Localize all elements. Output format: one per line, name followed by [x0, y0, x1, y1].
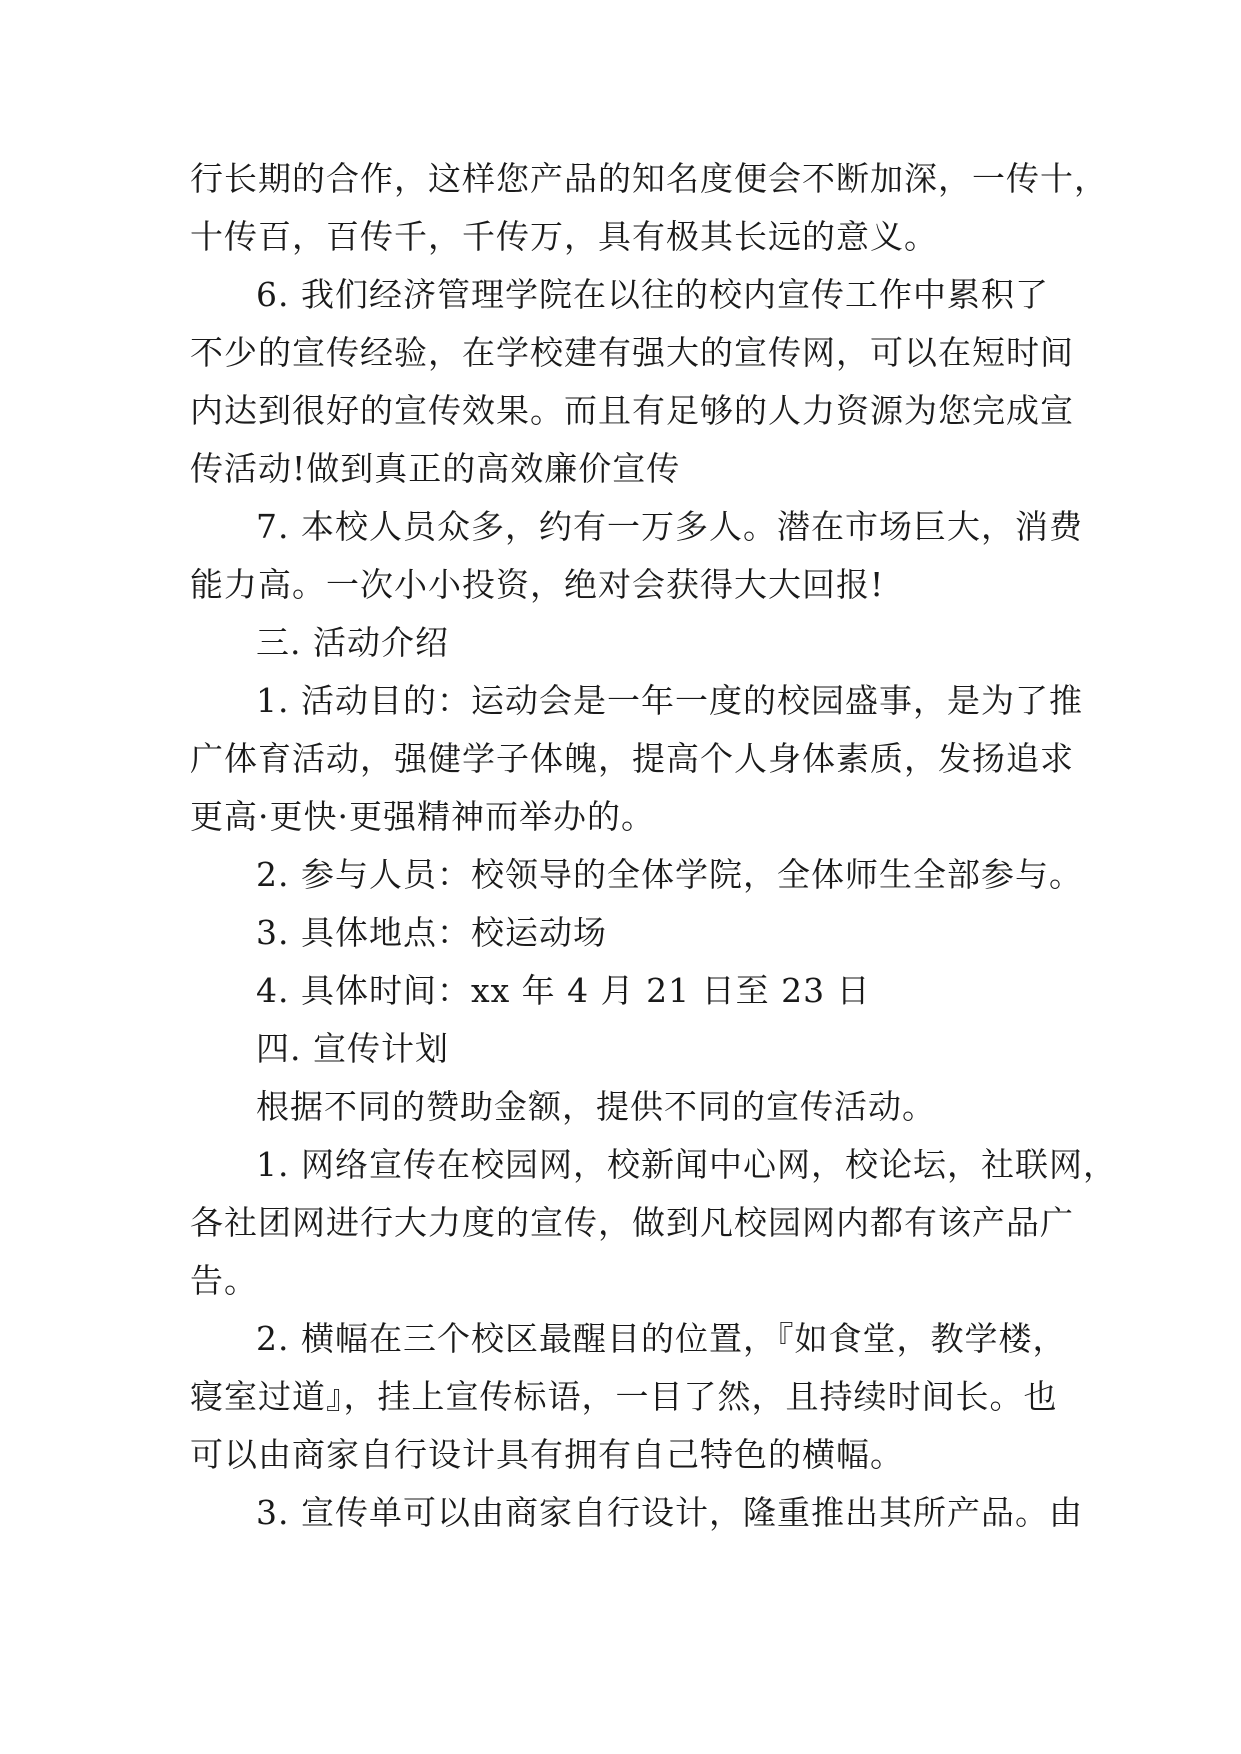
paragraph-line: 可以由商家自行设计具有拥有自己特色的横幅。 — [190, 1435, 904, 1474]
paragraph-line: 行长期的合作，这样您产品的知名度便会不断加深，一传十， — [190, 159, 1108, 198]
paragraph-line: 7. 本校人员众多，约有一万多人。潜在市场巨大，消费 — [256, 507, 1083, 546]
section-heading: 三. 活动介绍 — [256, 623, 449, 662]
paragraph-line: 各社团网进行大力度的宣传，做到凡校园网内都有该产品广 — [190, 1203, 1074, 1242]
paragraph-line: 广体育活动，强健学子体魄，提高个人身体素质，发扬追求 — [190, 739, 1074, 778]
paragraph-line: 2. 横幅在三个校区最醒目的位置，『如食堂，教学楼， — [256, 1319, 1067, 1358]
document-body — [190, 150, 1117, 1542]
paragraph-line: 4. 具体时间：xx 年 4 月 21 日至 23 日 — [256, 971, 871, 1010]
paragraph-line: 1. 网络宣传在校园网，校新闻中心网，校论坛，社联网， — [256, 1145, 1117, 1184]
paragraph-line: 内达到很好的宣传效果。而且有足够的人力资源为您完成宣 — [190, 391, 1074, 430]
paragraph-line: 传活动!做到真正的高效廉价宣传 — [190, 449, 681, 488]
paragraph-line: 寝室过道』，挂上宣传标语，一目了然，且持续时间长。也 — [190, 1377, 1058, 1416]
paragraph-line: 能力高。一次小小投资，绝对会获得大大回报! — [190, 565, 885, 604]
paragraph-line: 更高·更快·更强精神而举办的。 — [190, 797, 655, 836]
paragraph-line: 2. 参与人员：校领导的全体学院，全体师生全部参与。 — [256, 855, 1083, 894]
section-heading: 四. 宣传计划 — [256, 1029, 449, 1068]
paragraph-line: 根据不同的赞助金额，提供不同的宣传活动。 — [256, 1087, 936, 1126]
paragraph-line: 3. 宣传单可以由商家自行设计，隆重推出其所产品。由 — [256, 1493, 1083, 1532]
paragraph-line: 十传百，百传千，千传万，具有极其长远的意义。 — [190, 217, 938, 256]
paragraph-line: 不少的宣传经验，在学校建有强大的宣传网，可以在短时间 — [190, 333, 1074, 372]
paragraph-line: 6. 我们经济管理学院在以往的校内宣传工作中累积了 — [256, 275, 1049, 314]
paragraph-line: 3. 具体地点：校运动场 — [256, 913, 607, 952]
paragraph-line: 1. 活动目的：运动会是一年一度的校园盛事，是为了推 — [256, 681, 1083, 720]
paragraph-line: 告。 — [190, 1261, 258, 1300]
